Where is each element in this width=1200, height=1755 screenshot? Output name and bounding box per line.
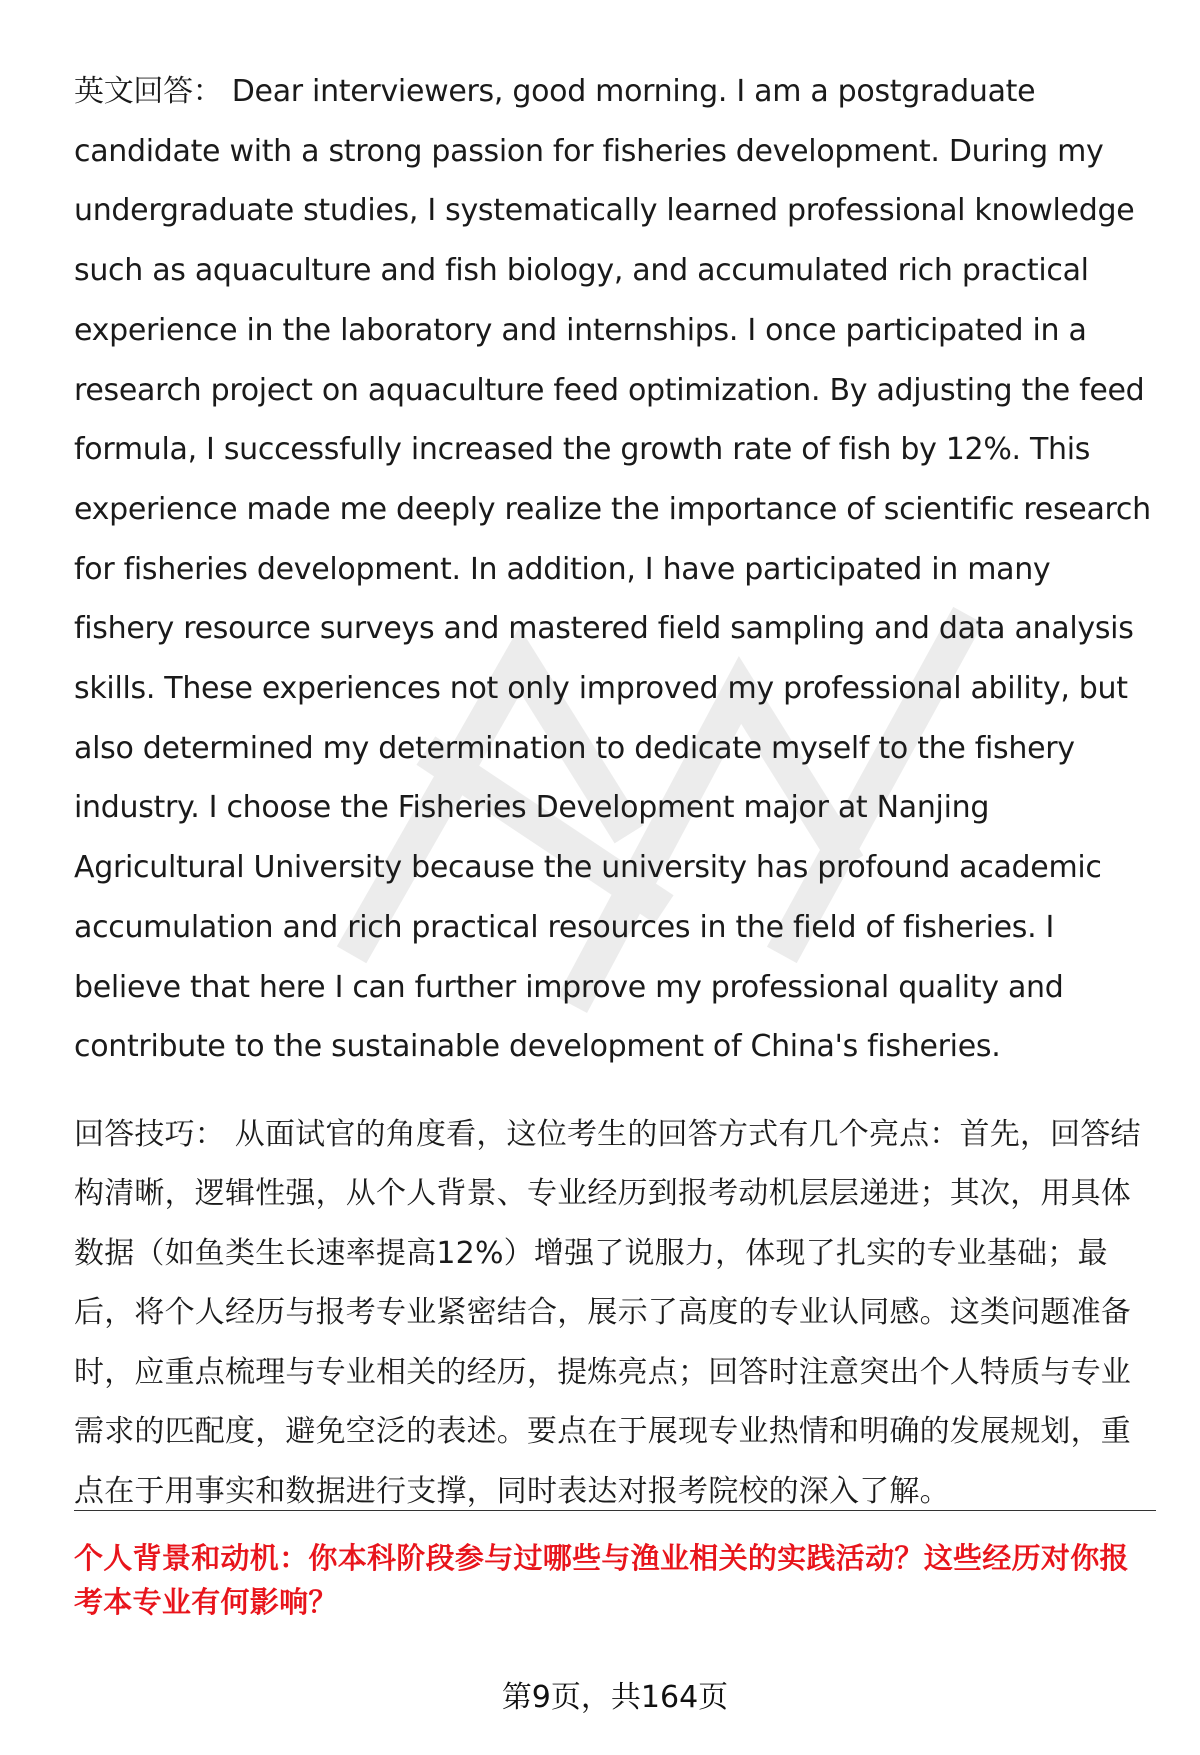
page-number: 第9页，共164页 bbox=[501, 1680, 729, 1715]
document-body bbox=[74, 62, 1156, 1521]
answer-tips-text: 从面试官的角度看，这位考生的回答方式有几个亮点：首先，回答结构清晰，逻辑性强，从个人背景、专业经历到报考动机层层递进；其次，用具体数据（如鱼类生长速率提高12%）增强了说服力，体现了扎实的专业基础；最后，将个人经历与报考专业紧密结合，展示了高度的专业认同感。这类问题准备时，应重点梳理与专业相关的经历，提炼亮点；回答时注意突出个人特质与专业需求的匹配度，避免空泛的表述。要点在于展现专业热情和明确的发展规划，重点在于用事实和数据进行支撑，同时表达对报考院校的深入了解。 bbox=[74, 1116, 1141, 1509]
section-divider bbox=[74, 1510, 1156, 1511]
next-question-heading: 个人背景和动机：你本科阶段参与过哪些与渔业相关的实践活动？这些经历对你报考本专业有何影响？ bbox=[74, 1541, 1129, 1619]
answer-tips-label: 回答技巧： bbox=[74, 1116, 225, 1152]
english-answer-text: Dear interviewers, good morning. I am a postgraduate candidate with a strong passion for fisheries development. During my undergraduate studies, I systematically learned professional knowledge such as aquaculture and fish biology, and accumulated rich practical experience in the laboratory and internships. I once participated in a research project on aquaculture feed optimization. By adjusting the feed formula, I successfully increased the growth rate of fish by 12%. This experience made me deeply realize the importance of scientific research for fisheries development. In addition, I have participated in many fishery resource surveys and mastered field sampling and data analysis skills. These experiences not only improved my professional ability, but also determined my determination to dedicate myself to the fishery industry. I choose the Fisheries Development major at Nanjing Agricultural University because the university has profound academic accumulation and rich practical resources in the field of fisheries. I believe that here I can further improve my professional quality and contribute to the sustainable development of China's fisheries. bbox=[74, 74, 1151, 1065]
english-answer-paragraph bbox=[74, 62, 1156, 1077]
english-answer-label: 英文回答： bbox=[74, 74, 223, 109]
answer-tips-paragraph bbox=[74, 1105, 1156, 1522]
